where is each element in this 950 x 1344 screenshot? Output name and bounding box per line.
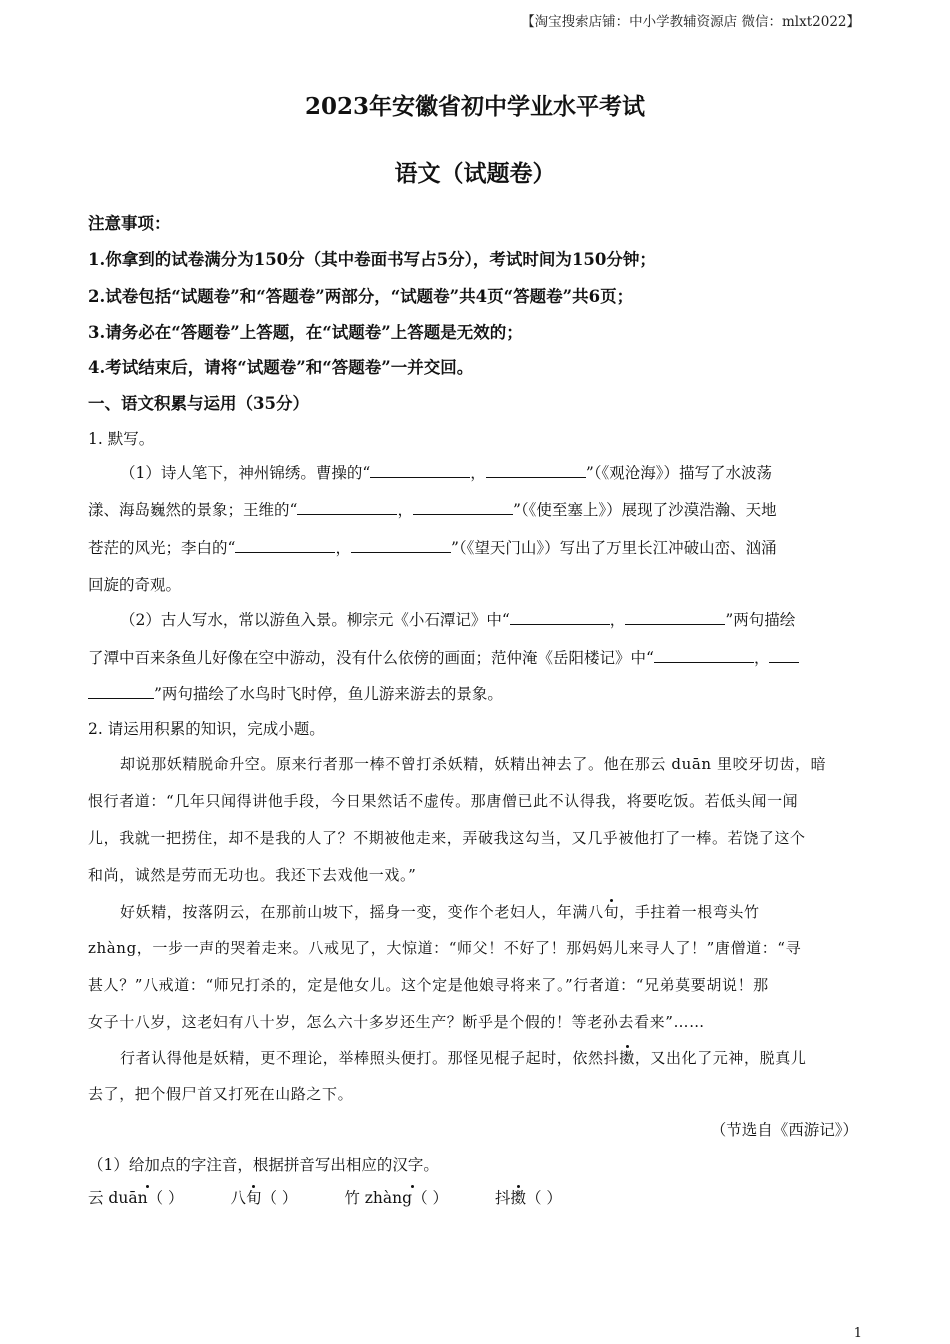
q1-part1-line: 漾、海岛巍然的景象；王维的“ ， ”（《使至塞上》）展现了沙漠浩瀚、天地 [88, 501, 777, 519]
section-heading: 一、语文积累与运用（35分） [88, 394, 309, 413]
q1-part1-line: 苍茫的风光；李白的“ ， ”（《望天门山》）写出了万里长江冲破山峦、汹涌 [88, 539, 777, 557]
answer-blank[interactable] [486, 463, 586, 478]
exam-title: 2023年安徽省初中学业水平考试 [304, 93, 645, 120]
q1-part2-line: ”两句描绘了水鸟时飞时停，鱼儿游来游去的景象。 [88, 682, 868, 704]
notice-item: 1.你拿到的试卷满分为150分（其中卷面书写占5分），考试时间为150分钟； [88, 250, 656, 269]
q1-part2-line: （2）古人写水，常以游鱼入景。柳宗元《小石潭记》中“ ， ”两句描绘 [120, 611, 796, 629]
story-line: 甚人？”八戒道：“师兄打杀的，定是他女儿。这个定是他娘寻将来了。”行者道：“兄弟莫要胡说！那 [88, 976, 769, 994]
story-line: 和尚，诚然是劳而无功也。我还下去戏他一戏。” [88, 866, 417, 884]
answer-blank[interactable] [235, 538, 335, 553]
notice-item: 2.试卷包括“试题卷”和“答题卷”两部分，“试题卷”共4页“答题卷”共6页； [88, 287, 634, 306]
story-line: 恨行者道：“几年只闻得讲他手段，今日果然话不虚传。那唐僧已此不认得我，将要吃饭。若低头闻一闻 [88, 792, 799, 810]
story-line: 行者认得他是妖精，更不理论，举棒照头便打。那怪见棍子起时，依然抖擞，又出化了元神，脱真儿 [120, 1049, 807, 1067]
pinyin-item[interactable]: 抖擞（ ） [494, 1189, 562, 1207]
answer-blank[interactable] [88, 684, 154, 699]
page-number: 1 [853, 1326, 862, 1341]
answer-blank[interactable] [413, 500, 513, 515]
pinyin-item[interactable]: 竹 zhàng（ ） [344, 1189, 449, 1207]
story-line: 女子十八岁，这老妇有八十岁，怎么六十多岁还生产？断乎是个假的！等老孙去看来”…… [88, 1013, 705, 1031]
story-line: 却说那妖精脱命升空。原来行者那一棒不曾打杀妖精，妖精出神去了。他在那云 duān 里咬牙切齿，暗 [120, 755, 827, 773]
notice-item: 3.请务必在“答题卷”上答题，在“试题卷”上答题是无效的； [88, 323, 523, 342]
story-line: 去了，把个假尸首又打死在山路之下。 [88, 1085, 354, 1103]
story-line: 儿，我就一把捞住，却不是我的人了？不期被他走来，弄破我这勾当，又几乎被他打了一棒。若饶了这个 [88, 829, 806, 847]
q1-part1-line: 回旋的奇观。 [88, 576, 182, 594]
pinyin-item[interactable]: 八旬（ ） [230, 1189, 298, 1207]
answer-blank[interactable] [510, 610, 610, 625]
answer-blank[interactable] [625, 610, 725, 625]
story-line: 好妖精，按落阴云，在那前山坡下，摇身一变，变作个老妇人，年满八旬，手拄着一根弯头竹 [120, 903, 760, 921]
notice-item: 4.考试结束后，请将“试题卷”和“答题卷”一并交回。 [88, 358, 474, 377]
answer-blank[interactable] [297, 500, 397, 515]
sub-question-prompt: （1）给加点的字注音，根据拼音写出相应的汉字。 [88, 1156, 439, 1174]
pinyin-answer-row [88, 1186, 604, 1208]
question-2-label: 2. 请运用积累的知识，完成小题。 [88, 720, 325, 738]
question-1-label: 1. 默写。 [88, 430, 155, 448]
story-line: zhàng，一步一声的哭着走来。八戒见了，大惊道：“师父！不好了！那妈妈儿来寻人了！”唐僧道：“寻 [88, 939, 802, 957]
q1-part2-line: 了潭中百来条鱼儿好像在空中游动，没有什么依傍的画面；范仲淹《岳阳楼记》中“ ， [88, 646, 868, 668]
exam-subtitle: 语文（试题卷） [394, 160, 556, 187]
notice-heading: 注意事项： [88, 214, 171, 233]
answer-blank[interactable] [370, 463, 470, 478]
source-citation: （节选自《西游记》） [710, 1121, 858, 1139]
emphasis-dot-char: 擞 [619, 1049, 635, 1067]
answer-blank[interactable] [769, 648, 799, 663]
q1-part1-line: （1）诗人笔下，神州锦绣。曹操的“ ， ”（《观沧海》）描写了水波荡 [120, 464, 772, 482]
watermark-text: 【淘宝搜索店铺：中小学教辅资源店 微信：mlxt2022】 [521, 14, 860, 30]
answer-blank[interactable] [654, 648, 754, 663]
emphasis-dot-char: 旬 [603, 903, 620, 921]
pinyin-item[interactable]: 云 duān（ ） [88, 1189, 184, 1207]
answer-blank[interactable] [351, 538, 451, 553]
